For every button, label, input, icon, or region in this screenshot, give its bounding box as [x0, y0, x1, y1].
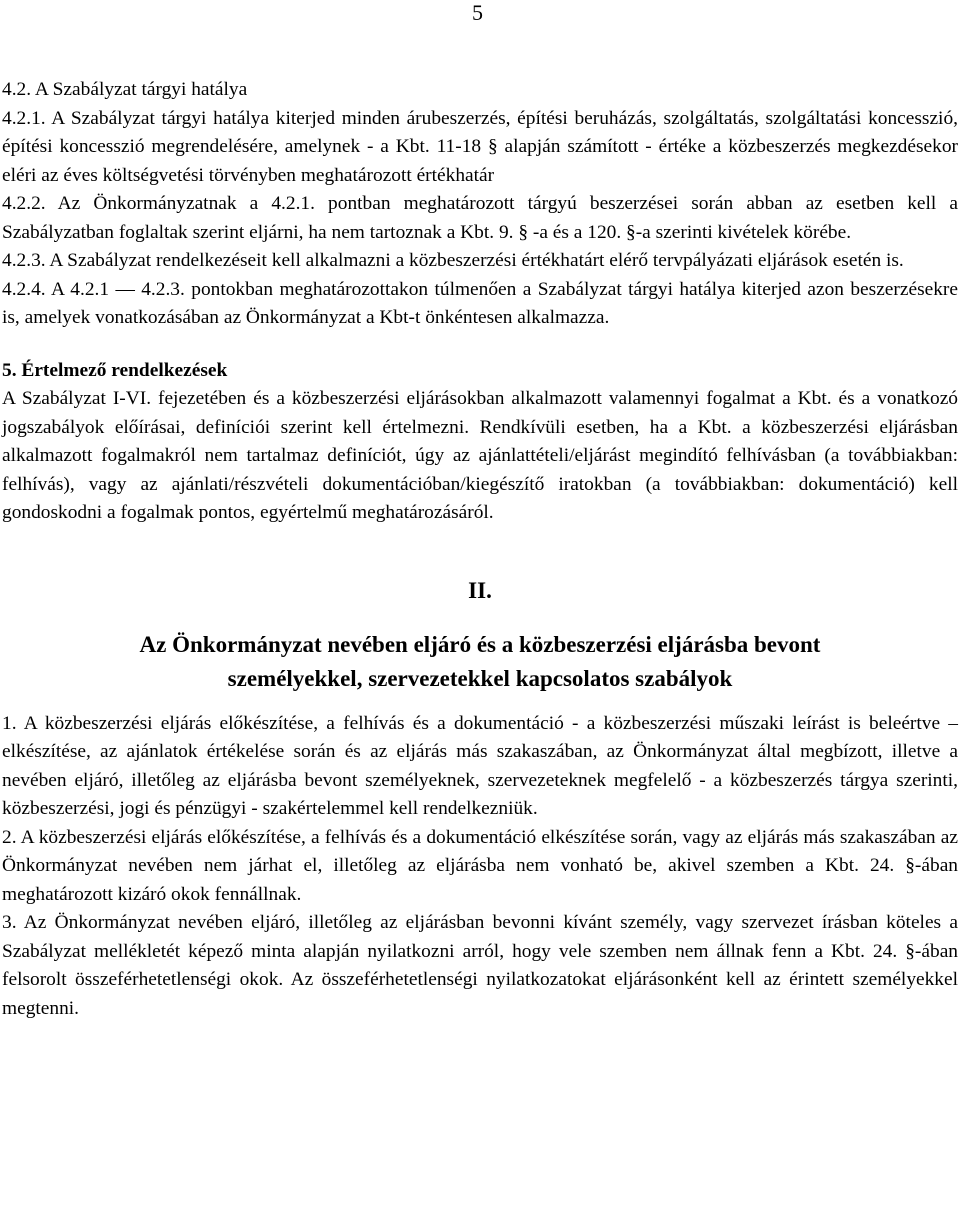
chapter-body	[2, 710, 958, 1024]
chapter-paragraph-1: 1. A közbeszerzési eljárás előkészítése, a felhívás és a dokumentáció - a közbeszerzési műszaki leírást is beleértve – elkészítése, az ajánlatok értékelése során és az eljárás más szakaszában, az Önkormányzat által megbízott, illetve a nevében eljáró, illetőleg az eljárásba bevont személyeknek, szervezeteknek megfelelő - a közbeszerzés tárgya szerinti, közbeszerzési, jogi és pénzügyi - szakértelemmel kell rendelkezniük.	[2, 712, 958, 819]
chapter-title-line-1: Az Önkormányzat nevében eljáró és a közbeszerzési eljárásba bevont	[139, 631, 821, 657]
section-5-body: A Szabályzat I-VI. fejezetében és a közbeszerzési eljárásokban alkalmazott valamennyi fogalmat a Kbt. és a vonatkozó jogszabályok előírásai, definíciói szerint kell értelmezni. Rendkívüli esetben, ha a Kbt. a közbeszerzési eljárásban alkalmazott fogalmakról nem tartalmaz definíciót, úgy az ajánlattételi/eljárást megindító felhívásban (a továbbiakban: felhívás), vagy az ajánlati/részvételi dokumentációban/kiegészítő iratokban (a továbbiakban: dokumentáció) kell gondoskodni a fogalmak pontos, egyértelmű meghatározásáról.	[2, 388, 958, 523]
chapter-paragraph-3: 3. Az Önkormányzat nevében eljáró, illetőleg az eljárásban bevonni kívánt személy, vagy szervezet írásban köteles a Szabályzat mellékletét képező minta alapján nyilatkozni arról, hogy vele szemben nem állnak fenn a Kbt. 24. §-ában felsorolt összeférhetetlenségi okok. Az összeférhetetlenségi nyilatkozatokat eljárásonként kell az érintett személyekkel megtenni.	[2, 912, 958, 1019]
chapter-title-line-2: személyekkel, szervezetekkel kapcsolatos szabályok	[227, 665, 733, 691]
paragraph-4-2-3: 4.2.3. A Szabályzat rendelkezéseit kell alkalmazni a közbeszerzési értékhatárt elérő tervpályázati eljárások esetén is.	[2, 250, 904, 271]
paragraph-4-2-2: 4.2.2. Az Önkormányzatnak a 4.2.1. pontban meghatározott tárgyú beszerzései során abban az esetben kell a Szabályzatban foglaltak szerint eljárni, ha nem tartoznak a Kbt. 9. § -a és a 120. §-a szerinti kivételek körébe.	[2, 193, 958, 243]
section-5-heading: 5. Értelmező rendelkezések	[2, 359, 228, 381]
paragraph-4-2-4: 4.2.4. A 4.2.1 — 4.2.3. pontokban meghatározottakon túlmenően a Szabályzat tárgyi hatálya kiterjed azon beszerzésekre is, amelyek vonatkozásában az Önkormányzat a Kbt-t önkéntesen alkalmazza.	[2, 278, 958, 328]
document-body	[2, 76, 958, 1023]
chapter-title	[2, 628, 958, 696]
section-4-2-heading: 4.2. A Szabályzat tárgyi hatálya	[2, 79, 248, 100]
paragraph-4-2-1: 4.2.1. A Szabályzat tárgyi hatálya kiterjed minden árubeszerzés, építési beruházás, szolgáltatás, szolgáltatási koncesszió, építési koncesszió megrendelésére, amelynek - a Kbt. 11-18 § alapján számított - értéke a közbeszerzés megkezdésekor eléri az éves költségvetési törvényben meghatározott értékhatár	[2, 107, 958, 186]
chapter-paragraph-2: 2. A közbeszerzési eljárás előkészítése, a felhívás és a dokumentáció elkészítése során, vagy az eljárás más szakaszában az Önkormányzat nevében nem járhat el, illetőleg az eljárásba nem vonható be, akivel szemben a Kbt. 24. §-ában meghatározott kizáró okok fennállnak.	[2, 826, 958, 905]
page-number: 5	[472, 0, 483, 25]
chapter-numeral: II.	[468, 577, 492, 603]
